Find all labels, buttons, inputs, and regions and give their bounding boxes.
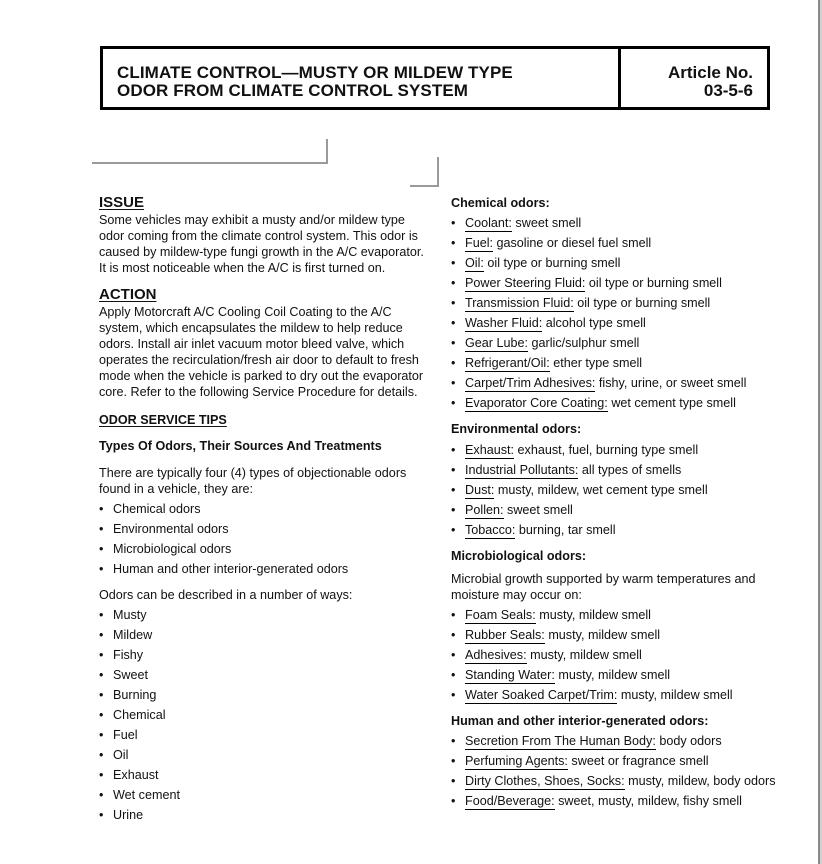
list-item: • Chemical [99, 705, 429, 725]
odor-desc: fishy, urine, or sweet smell [598, 376, 747, 390]
odor-item [451, 293, 786, 313]
odor-term: Dirty Clothes, Shoes, Socks: [465, 774, 625, 788]
odor-item [451, 273, 786, 293]
odor-term: Refrigerant/Oil: [465, 356, 550, 370]
list-item: • Mildew [99, 625, 429, 645]
odor-item [451, 625, 786, 645]
odor-term: Washer Fluid: [465, 316, 543, 330]
issue-heading: ISSUE [99, 194, 145, 211]
human-odors-list [451, 731, 786, 811]
odor-desc: alcohol type smell [545, 316, 646, 330]
microbiological-intro: Microbial growth supported by warm temperatures and moisture may occur on: [451, 572, 756, 602]
environmental-odors-list [451, 440, 786, 540]
list-item: • Oil [99, 745, 429, 765]
odor-term: Food/Beverage: [465, 794, 555, 808]
odor-item [451, 373, 755, 393]
odor-desc: sweet, musty, mildew, fishy smell [558, 794, 742, 808]
microbiological-odors-list [451, 605, 786, 705]
chemical-odors-list [451, 213, 786, 413]
issue-text: Some vehicles may exhibit a musty and/or mildew type odor coming from the climate control system. This odor is caused by mildew-type fungi growth in the A/C evaporator. It is most noticeable when the A/C is first turned on. [99, 213, 424, 275]
odor-term: Water Soaked Carpet/Trim: [465, 688, 618, 702]
odor-desc: all types of smells [581, 463, 682, 477]
odor-desc: garlic/sulphur smell [531, 336, 640, 350]
article-header [100, 46, 770, 110]
list-item: • Sweet [99, 665, 429, 685]
left-column [99, 194, 429, 825]
odor-desc: sweet or fragrance smell [571, 754, 709, 768]
odor-term: Secretion From The Human Body: [465, 734, 656, 748]
chemical-odors-heading: Chemical odors: [451, 196, 550, 210]
odor-item [451, 665, 786, 685]
list-item: • Human and other interior-generated odors [99, 559, 429, 579]
odor-term: Industrial Pollutants: [465, 463, 579, 477]
odor-term: Pollen: [465, 503, 504, 517]
odor-term: Gear Lube: [465, 336, 529, 350]
odor-desc: musty, mildew smell [558, 668, 671, 682]
list-item: • Burning [99, 685, 429, 705]
ways-list [99, 605, 429, 825]
microbiological-odors-heading: Microbiological odors: [451, 549, 587, 563]
odor-desc: exhaust, fuel, burning type smell [517, 443, 699, 457]
article-number: 03-5-6 [703, 81, 753, 100]
environmental-odors-heading: Environmental odors: [451, 422, 582, 436]
odor-item [451, 233, 786, 253]
odor-desc: oil type or burning smell [577, 296, 711, 310]
odor-item [451, 791, 786, 811]
types-intro: There are typically four (4) types of objectionable odors found in a vehicle, they are: [99, 466, 407, 496]
odor-item [451, 605, 786, 625]
action-heading: ACTION [99, 286, 157, 303]
article-number-box [621, 49, 767, 107]
odor-desc: sweet smell [515, 216, 582, 230]
right-column [451, 193, 786, 811]
action-text: Apply Motorcraft A/C Cooling Coil Coating to the A/C system, which encapsulates the mildew to help reduce odors. Install air inlet vacuum motor bleed valve, which operates the recirculation/fresh air door to default to fresh mode when the vehicle is parked to dry out the evaporator core. Refer to the following Service Procedure for details. [99, 305, 424, 399]
odor-desc: musty, mildew smell [548, 628, 661, 642]
decorative-tab-small [410, 157, 439, 187]
types-heading: Types Of Odors, Their Sources And Treatments [99, 439, 382, 453]
odor-term: Foam Seals: [465, 608, 536, 622]
list-item: • Fishy [99, 645, 429, 665]
odor-term: Perfuming Agents: [465, 754, 568, 768]
odor-item [451, 393, 786, 413]
list-item: • Microbiological odors [99, 539, 429, 559]
odor-item [451, 645, 786, 665]
odor-item [451, 440, 786, 460]
odor-desc: wet cement type smell [611, 396, 736, 410]
odor-term: Fuel: [465, 236, 493, 250]
title-line-2: ODOR FROM CLIMATE CONTROL SYSTEM [117, 81, 469, 100]
odor-item [451, 253, 786, 273]
list-item: • Musty [99, 605, 429, 625]
odor-term: Dust: [465, 483, 495, 497]
odor-item [451, 751, 786, 771]
decorative-tab [92, 139, 328, 164]
odor-term: Tobacco: [465, 523, 516, 537]
odor-term: Standing Water: [465, 668, 555, 682]
odor-term: Carpet/Trim Adhesives: [465, 376, 596, 390]
odor-term: Adhesives: [465, 648, 527, 662]
ways-intro: Odors can be described in a number of ways: [99, 588, 353, 602]
odor-item [451, 500, 786, 520]
types-list [99, 499, 429, 579]
list-item: • Fuel [99, 725, 429, 745]
odor-desc: gasoline or diesel fuel smell [496, 236, 652, 250]
odor-desc: ether type smell [553, 356, 643, 370]
odor-desc: musty, mildew, body odors [628, 774, 776, 788]
odor-item [451, 460, 786, 480]
list-item: • Environmental odors [99, 519, 429, 539]
odor-desc: burning, tar smell [518, 523, 616, 537]
odor-desc: body odors [659, 734, 722, 748]
article-label: Article No. [667, 63, 753, 82]
odor-term: Exhaust: [465, 443, 515, 457]
odor-term: Rubber Seals: [465, 628, 545, 642]
odor-item [451, 213, 786, 233]
odor-desc: musty, mildew, wet cement type smell [497, 483, 708, 497]
odor-desc: oil type or burning smell [588, 276, 722, 290]
odor-term: Evaporator Core Coating: [465, 396, 608, 410]
odor-term: Transmission Fluid: [465, 296, 574, 310]
odor-item [451, 313, 786, 333]
odor-item [451, 731, 786, 751]
odor-desc: musty, mildew smell [620, 688, 733, 702]
odor-item [451, 685, 786, 705]
odor-desc: musty, mildew smell [539, 608, 651, 622]
list-item: • Exhaust [99, 765, 429, 785]
odor-item [451, 333, 786, 353]
odor-item [451, 480, 786, 500]
odor-desc: oil type or burning smell [487, 256, 621, 270]
odor-desc: sweet smell [507, 503, 573, 517]
odor-item [451, 353, 786, 373]
odor-item [451, 771, 785, 791]
list-item: • Chemical odors [99, 499, 429, 519]
odor-term: Coolant: [465, 216, 512, 230]
odor-item [451, 520, 786, 540]
odor-term: Oil: [465, 256, 484, 270]
odor-desc: musty, mildew smell [530, 648, 642, 662]
list-item: • Wet cement [99, 785, 429, 805]
odor-term: Power Steering Fluid: [465, 276, 586, 290]
article-title [103, 49, 621, 107]
list-item: • Urine [99, 805, 429, 825]
title-line-1: CLIMATE CONTROL—MUSTY OR MILDEW TYPE [117, 63, 513, 82]
odor-service-tips-heading: ODOR SERVICE TIPS [99, 413, 227, 427]
human-odors-heading: Human and other interior-generated odors: [451, 714, 709, 728]
